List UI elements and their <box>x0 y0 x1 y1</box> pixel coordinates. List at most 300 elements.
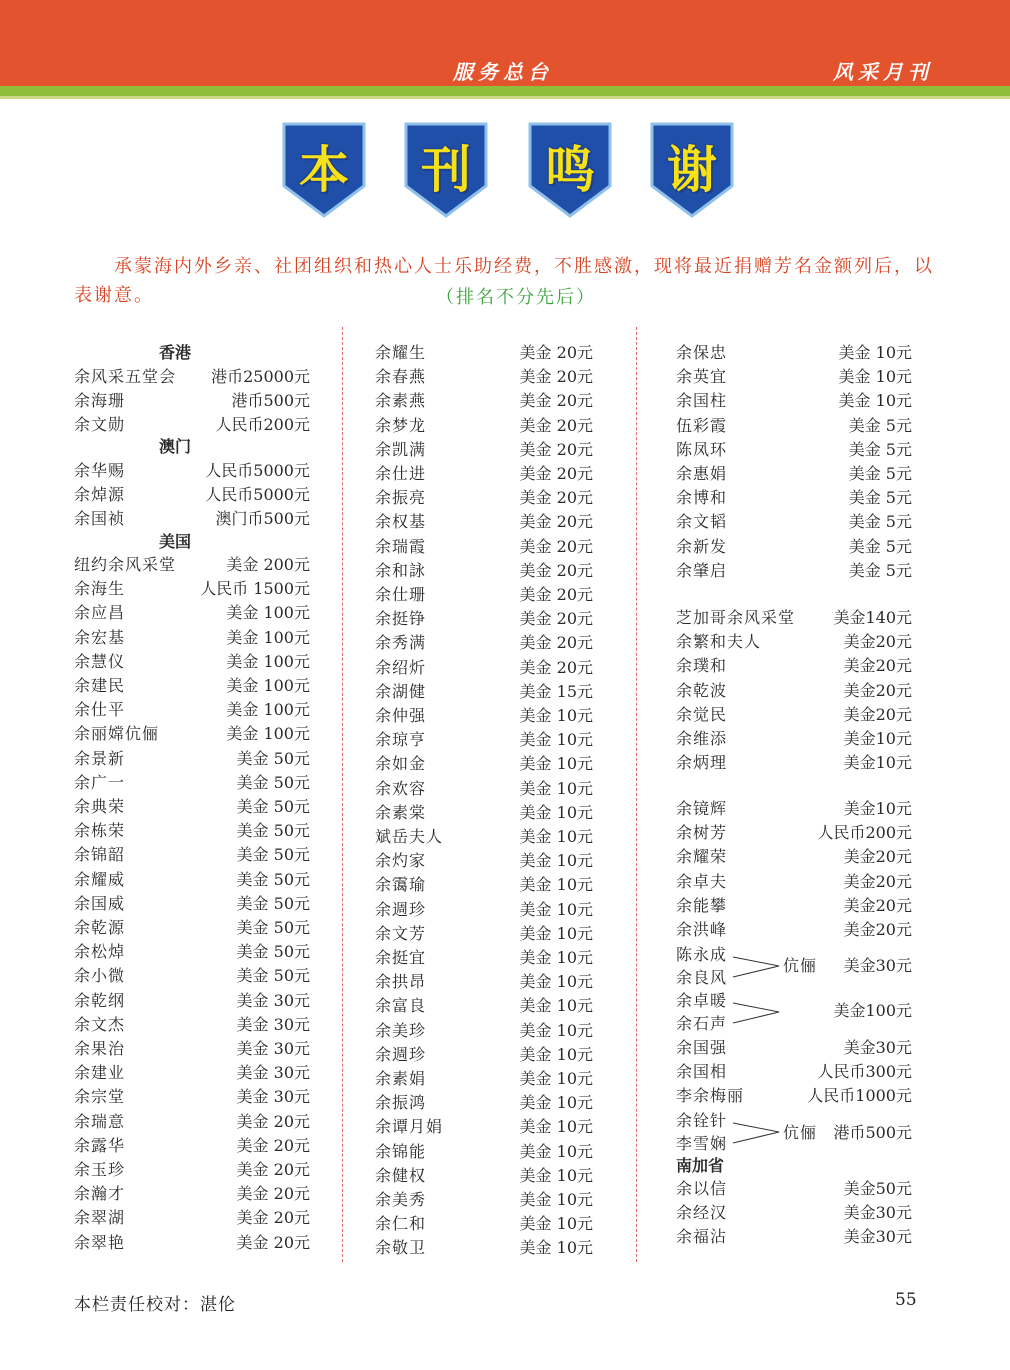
donation-amount: 美金 5元 <box>848 536 912 556</box>
donation-amount: 美金 20元 <box>519 609 593 629</box>
donor-row <box>375 1067 593 1091</box>
donation-amount: 美金 100元 <box>226 627 310 647</box>
donor-row <box>676 486 912 510</box>
donor-row <box>74 964 310 988</box>
donor-name: 余和詠 <box>375 560 427 580</box>
donor-row <box>375 825 593 849</box>
donation-amount: 美金 50元 <box>236 821 310 841</box>
donor-row <box>74 868 310 892</box>
donor-name: 余秀满 <box>375 633 427 653</box>
donation-amount: 美金 100元 <box>226 700 310 720</box>
donor-name: 余耀荣 <box>676 847 728 867</box>
title-badge <box>648 122 736 218</box>
donor-row <box>375 389 593 413</box>
donor-row <box>375 1140 593 1164</box>
donation-amount: 美金 10元 <box>519 851 593 871</box>
donor-name: 余琼亨 <box>375 730 427 750</box>
donor-name: 余觉民 <box>676 704 728 724</box>
donor-row <box>375 607 593 631</box>
donation-amount: 美金 100元 <box>226 676 310 695</box>
donor-row <box>676 894 912 918</box>
column-divider <box>636 327 637 1262</box>
section-title: 服务总台 <box>453 60 553 84</box>
donor-name: 余素棠 <box>375 802 427 822</box>
donor-name: 余英宜 <box>676 367 728 387</box>
donor-row <box>676 1036 912 1060</box>
donor-name: 余典荣 <box>74 797 126 816</box>
donor-name: 余卓夫 <box>676 871 728 891</box>
donation-amount: 美金 10元 <box>838 343 912 362</box>
donor-row <box>74 698 310 722</box>
donation-amount: 美金 50元 <box>236 772 310 792</box>
donation-amount: 美金30元 <box>843 1227 912 1247</box>
donation-amount: 人民币5000元 <box>205 485 310 505</box>
donation-amount: 美金 10元 <box>519 948 593 967</box>
donation-amount: 美金 20元 <box>519 536 593 556</box>
donation-amount: 美金 20元 <box>519 560 593 580</box>
donor-name: 余梦龙 <box>375 415 427 435</box>
donation-amount: 人民币200元 <box>215 415 310 435</box>
donor-row <box>74 892 310 916</box>
region-heading-southern-california: 南加省 <box>676 1156 725 1175</box>
donor-row <box>676 462 912 486</box>
donation-amount: 美金 30元 <box>236 1063 310 1083</box>
couple-amount: 港币500元 <box>833 1123 912 1142</box>
donation-amount: 美金 30元 <box>236 1087 310 1107</box>
donor-name: 余绍炘 <box>375 657 427 677</box>
donor-row <box>676 559 912 583</box>
donor-name: 余挺铮 <box>375 609 427 629</box>
donor-name: 余美秀 <box>375 1190 427 1209</box>
donor-row <box>676 797 912 821</box>
donor-row <box>375 510 593 534</box>
donation-amount: 美金 50元 <box>236 893 310 913</box>
donation-amount: 美金 30元 <box>236 1039 310 1058</box>
donor-row <box>74 771 310 795</box>
donation-amount: 美金 5元 <box>848 488 912 508</box>
donation-amount: 美金 10元 <box>519 730 593 750</box>
donor-name: 余健权 <box>375 1165 427 1185</box>
donor-row <box>74 1110 310 1134</box>
donation-amount: 美金 50元 <box>236 845 310 865</box>
donor-row <box>375 752 593 776</box>
donor-name: 余瑞意 <box>74 1111 126 1131</box>
donor-name: 余慧仪 <box>74 651 126 671</box>
donor-row <box>375 486 593 510</box>
donor-name: 余霭瑜 <box>375 875 427 895</box>
donor-row <box>676 510 912 534</box>
donor-row <box>375 583 593 607</box>
donor-name: 余週珍 <box>375 1044 427 1064</box>
donation-amount: 美金 20元 <box>236 1160 310 1179</box>
donation-amount: 美金 10元 <box>519 827 593 846</box>
donor-name: 余春燕 <box>375 367 427 387</box>
donor-row <box>676 679 912 703</box>
donor-name: 陈永成 <box>676 945 728 964</box>
donor-name: 伍彩霞 <box>676 415 728 435</box>
donation-amount: 美金50元 <box>843 1179 912 1198</box>
donor-row <box>74 940 310 964</box>
donation-amount: 美金 10元 <box>838 391 912 411</box>
donor-row <box>676 414 912 438</box>
donor-name: 余週珍 <box>375 899 427 919</box>
donor-name: 余焯源 <box>74 485 126 505</box>
donation-amount: 美金 20元 <box>519 391 593 411</box>
donor-name: 余以信 <box>676 1179 728 1198</box>
donor-row <box>74 989 310 1013</box>
donor-name: 余仕进 <box>375 464 427 483</box>
donor-row <box>375 1164 593 1188</box>
donor-row <box>74 1037 310 1061</box>
donation-amount: 美金 10元 <box>519 802 593 822</box>
page-number: 55 <box>895 1290 917 1310</box>
donor-row <box>375 680 593 704</box>
donor-row <box>375 341 593 365</box>
donation-amount: 人民币300元 <box>817 1062 912 1082</box>
donation-amount: 美金 5元 <box>848 415 912 435</box>
donation-amount: 美金 200元 <box>226 555 310 574</box>
donation-amount: 美金 20元 <box>519 488 593 508</box>
donor-row <box>375 1212 593 1236</box>
publication-title: 风采月刊 <box>833 60 933 84</box>
donor-name: 余国强 <box>676 1038 728 1057</box>
donor-name: 余国柱 <box>676 391 728 411</box>
donor-row <box>676 654 912 678</box>
donor-row <box>375 535 593 559</box>
donor-name: 余文勋 <box>74 415 126 435</box>
proofreader-credit: 本栏责任校对：湛伦 <box>74 1295 236 1315</box>
donor-row <box>676 1177 912 1201</box>
donation-amount: 美金 100元 <box>226 724 310 744</box>
donor-name: 余惠娟 <box>676 464 728 483</box>
donation-amount: 人民币200元 <box>817 823 912 843</box>
donor-row <box>375 656 593 680</box>
donation-amount: 美金 20元 <box>519 367 593 387</box>
donation-amount: 美金 20元 <box>236 1232 310 1252</box>
donor-row <box>676 845 912 869</box>
donation-amount: 美金 20元 <box>519 585 593 604</box>
donation-amount: 美金 20元 <box>236 1111 310 1131</box>
donation-amount: 美金20元 <box>843 656 912 676</box>
donor-row <box>676 535 912 559</box>
donor-name: 余福沾 <box>676 1227 728 1247</box>
donor-name: 余能攀 <box>676 895 728 915</box>
donation-amount: 美金20元 <box>843 895 912 915</box>
donor-name: 余良风 <box>676 968 728 987</box>
donor-row <box>74 365 310 389</box>
donor-name: 斌岳夫人 <box>375 827 444 846</box>
donor-row <box>676 751 912 775</box>
donor-row <box>676 365 912 389</box>
donation-amount: 美金 20元 <box>236 1208 310 1228</box>
donation-amount: 美金 20元 <box>236 1135 310 1155</box>
donor-row <box>375 462 593 486</box>
donation-amount: 美金 20元 <box>519 464 593 483</box>
donor-name: 余石声 <box>676 1014 728 1033</box>
donor-row <box>74 483 310 507</box>
title-char: 鸣 <box>545 141 595 199</box>
donor-row <box>74 819 310 843</box>
donation-amount: 美金 10元 <box>519 1238 593 1258</box>
donor-name: 余保忠 <box>676 343 728 362</box>
donor-row <box>375 777 593 801</box>
donation-amount: 美金 10元 <box>838 367 912 387</box>
donor-name: 余仕珊 <box>375 585 427 604</box>
donor-name: 余炳理 <box>676 753 728 773</box>
donor-name: 李雪娴 <box>676 1134 728 1153</box>
donor-name: 余海珊 <box>74 391 126 411</box>
donation-amount: 人民币5000元 <box>205 461 310 480</box>
donor-row <box>375 873 593 897</box>
donor-row <box>676 630 912 654</box>
donor-name: 余挺宜 <box>375 948 427 967</box>
donor-name: 余灼家 <box>375 851 427 871</box>
donation-amount: 美金 20元 <box>519 439 593 459</box>
donation-amount: 美金 10元 <box>519 923 593 943</box>
donor-name: 余耀生 <box>375 343 427 362</box>
donor-row <box>676 1225 912 1249</box>
donor-name: 余湖健 <box>375 681 427 701</box>
donation-amount: 美金20元 <box>843 680 912 700</box>
donor-row <box>74 459 310 483</box>
donor-row <box>375 438 593 462</box>
donor-row <box>74 507 310 531</box>
donor-row <box>375 414 593 438</box>
region-heading-hongkong: 香港 <box>159 343 192 362</box>
donor-name: 余翠艳 <box>74 1232 126 1252</box>
donation-amount: 美金 10元 <box>519 1020 593 1040</box>
donation-amount: 美金 5元 <box>848 439 912 459</box>
donor-row <box>74 843 310 867</box>
donor-row <box>74 650 310 674</box>
donor-name: 余拱昂 <box>375 972 427 992</box>
header-stripe-light <box>0 96 1010 99</box>
donor-name: 余锦韶 <box>74 845 126 865</box>
donor-name: 余栋荣 <box>74 821 126 841</box>
donation-amount: 美金 100元 <box>226 651 310 671</box>
donor-name: 余素娟 <box>375 1069 427 1088</box>
donor-row <box>74 1085 310 1109</box>
donor-row <box>676 727 912 751</box>
donor-row <box>74 1061 310 1085</box>
donation-amount: 美金 20元 <box>519 343 593 362</box>
donation-amount: 美金 20元 <box>236 1184 310 1204</box>
donor-name: 余果治 <box>74 1039 126 1058</box>
donor-name: 余丽嫦伉俪 <box>74 724 160 744</box>
donation-amount: 美金 10元 <box>519 972 593 992</box>
donor-row <box>375 728 593 752</box>
donor-row <box>375 970 593 994</box>
donation-amount: 美金 50元 <box>236 748 310 768</box>
donation-amount: 澳门币500元 <box>215 509 310 529</box>
donor-row <box>375 922 593 946</box>
donor-row <box>74 577 310 601</box>
donation-amount: 美金 30元 <box>236 1014 310 1034</box>
donor-row <box>676 341 912 365</box>
header-stripe <box>0 86 1010 96</box>
donation-amount: 美金140元 <box>833 608 912 627</box>
donor-row <box>676 703 912 727</box>
column-divider <box>342 327 343 1262</box>
couple-label: 伉俪 <box>783 1123 818 1142</box>
donation-amount: 美金 10元 <box>519 1044 593 1064</box>
donor-name: 余经汉 <box>676 1203 728 1223</box>
donation-amount: 美金 50元 <box>236 966 310 986</box>
donor-row <box>74 722 310 746</box>
donation-amount: 美金 5元 <box>848 464 912 483</box>
donor-name: 余如金 <box>375 754 427 774</box>
donor-name: 余文杰 <box>74 1014 126 1034</box>
title-badge <box>526 122 614 218</box>
donor-name: 余繁和夫人 <box>676 632 762 652</box>
donor-name: 余露华 <box>74 1135 126 1155</box>
donor-name: 余素燕 <box>375 391 427 411</box>
donor-name: 余乾波 <box>676 680 728 700</box>
donation-amount: 美金 10元 <box>519 875 593 895</box>
donor-name: 余卓暖 <box>676 991 728 1010</box>
donor-row <box>375 559 593 583</box>
donor-name: 余仁和 <box>375 1214 427 1234</box>
donor-name: 余乾源 <box>74 918 126 937</box>
donor-row <box>74 1206 310 1230</box>
donor-row <box>74 1158 310 1182</box>
donor-name: 余敬卫 <box>375 1238 427 1258</box>
donor-name: 余风采五堂会 <box>74 367 177 386</box>
donor-name: 芝加哥余风采堂 <box>676 608 796 627</box>
donation-amount: 美金 10元 <box>519 899 593 919</box>
title-badges <box>280 122 740 222</box>
donation-amount: 港币500元 <box>231 391 310 411</box>
donation-amount: 美金 50元 <box>236 918 310 937</box>
donor-name: 余广一 <box>74 772 126 792</box>
donor-name: 余翠湖 <box>74 1208 126 1228</box>
donor-name: 余国威 <box>74 893 126 913</box>
donation-amount: 美金 50元 <box>236 942 310 962</box>
donor-name: 余仲强 <box>375 706 427 725</box>
donor-name: 余仕平 <box>74 700 126 720</box>
donor-name: 余肇启 <box>676 560 728 580</box>
donor-name: 余振亮 <box>375 488 427 508</box>
donation-amount: 美金 10元 <box>519 1190 593 1209</box>
donation-amount: 美金 50元 <box>236 797 310 816</box>
donor-name: 余松焯 <box>74 942 126 962</box>
donor-row <box>74 601 310 625</box>
donor-name: 余谭月娟 <box>375 1117 444 1137</box>
donation-amount: 美金10元 <box>843 729 912 748</box>
donation-amount: 美金 30元 <box>236 990 310 1010</box>
donor-name: 余文韬 <box>676 512 728 532</box>
donor-row <box>676 821 912 845</box>
donor-row <box>74 1231 310 1255</box>
donor-row <box>375 704 593 728</box>
donor-name: 余璞和 <box>676 656 728 676</box>
donor-row <box>74 553 310 577</box>
donation-amount: 美金 5元 <box>848 512 912 532</box>
donor-row <box>676 1060 912 1084</box>
donor-row <box>375 1091 593 1115</box>
donor-name: 余树芳 <box>676 823 728 843</box>
donation-amount: 美金 10元 <box>519 1214 593 1234</box>
donor-name: 余应昌 <box>74 603 126 623</box>
donor-name: 余建业 <box>74 1063 126 1083</box>
donor-row <box>676 389 912 413</box>
donor-name: 余镜辉 <box>676 799 728 818</box>
donor-row <box>74 389 310 413</box>
couple-amount: 美金100元 <box>833 1001 912 1020</box>
intro-text: 承蒙海内外乡亲、社团组织和热心人士乐助经费，不胜感激，现将最近捐赠芳名金额列后，以表谢意。 <box>74 256 934 306</box>
donation-amount: 人民币 1500元 <box>200 579 310 599</box>
donation-amount: 美金 20元 <box>519 415 593 435</box>
donor-row <box>74 1182 310 1206</box>
donation-amount: 美金 100元 <box>226 603 310 623</box>
donation-amount: 美金 10元 <box>519 996 593 1016</box>
donor-row <box>676 918 912 942</box>
donor-row <box>676 1084 912 1108</box>
donor-row <box>375 365 593 389</box>
donor-row <box>74 916 310 940</box>
donor-row <box>676 438 912 462</box>
donation-amount: 美金10元 <box>843 753 912 773</box>
donation-amount: 美金20元 <box>843 871 912 891</box>
donor-row <box>676 606 912 630</box>
donor-row <box>74 747 310 771</box>
donor-row <box>375 1043 593 1067</box>
donor-row <box>74 626 310 650</box>
donor-row <box>375 1115 593 1139</box>
donation-amount: 美金 10元 <box>519 1141 593 1161</box>
donor-name: 余景新 <box>74 748 126 768</box>
donor-name: 余维添 <box>676 729 728 748</box>
title-badge <box>280 122 368 218</box>
donation-amount: 美金 50元 <box>236 869 310 889</box>
donation-amount: 美金 15元 <box>519 681 593 701</box>
donor-name: 余建民 <box>74 676 126 695</box>
donor-name: 余国相 <box>676 1062 728 1082</box>
donation-amount: 美金 10元 <box>519 706 593 725</box>
donor-name: 余海生 <box>74 579 126 599</box>
donation-amount: 美金 20元 <box>519 512 593 532</box>
donor-row <box>375 631 593 655</box>
donor-name: 李余梅丽 <box>676 1086 745 1106</box>
donation-amount: 美金30元 <box>843 1038 912 1057</box>
donation-amount: 美金10元 <box>843 799 912 818</box>
title-char: 本 <box>299 141 349 199</box>
donor-name: 余铨针 <box>676 1111 728 1130</box>
donor-name: 余富良 <box>375 996 427 1016</box>
donor-name: 陈凤环 <box>676 439 728 459</box>
donation-amount: 美金20元 <box>843 920 912 939</box>
donor-row <box>676 870 912 894</box>
donor-row <box>74 674 310 698</box>
couple-amount: 美金30元 <box>843 956 912 975</box>
donation-amount: 美金20元 <box>843 704 912 724</box>
donation-amount: 美金 10元 <box>519 754 593 774</box>
donor-name: 余宗堂 <box>74 1087 126 1107</box>
donor-name: 纽约余风采堂 <box>74 555 177 574</box>
donation-amount: 美金 10元 <box>519 1069 593 1088</box>
donation-amount: 美金 10元 <box>519 778 593 798</box>
donor-name: 余小微 <box>74 966 126 986</box>
donation-amount: 美金 10元 <box>519 1165 593 1185</box>
donor-row <box>375 1019 593 1043</box>
region-heading-macau: 澳门 <box>159 437 192 456</box>
donor-row <box>74 1134 310 1158</box>
title-char: 谢 <box>667 141 717 199</box>
donor-name: 余华赐 <box>74 461 126 480</box>
donor-row <box>676 1201 912 1225</box>
donation-amount: 美金 20元 <box>519 657 593 677</box>
donor-name: 余瀚才 <box>74 1184 126 1204</box>
